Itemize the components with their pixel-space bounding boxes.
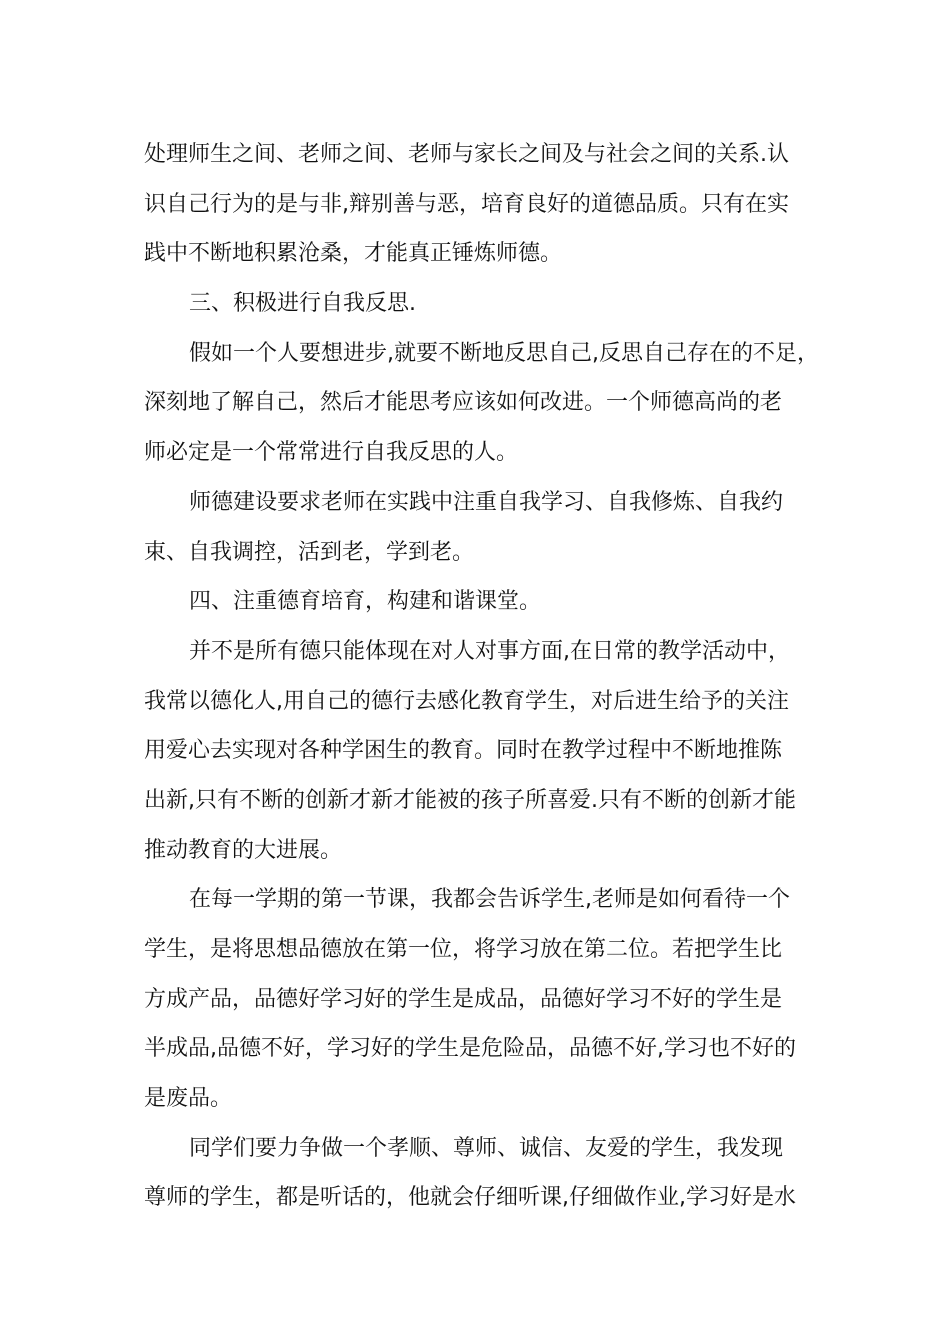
text-line: 束、自我调控，活到老，学到老。 [144, 539, 475, 565]
text-line: 是废品。 [144, 1086, 233, 1112]
text-line: 方成产品，品德好学习好的学生是成品，品德好学习不好的学生是 [144, 986, 783, 1012]
text-line: 出新,只有不断的创新才新才能被的孩子所喜爱.只有不断的创新才能 [144, 787, 796, 813]
text-line: 用爱心去实现对各种学困生的教育。同时在教学过程中不断地推陈 [144, 738, 783, 764]
text-line: 识自己行为的是与非,辩别善与恶，培育良好的道德品质。只有在实 [144, 191, 789, 217]
text-line: 尊师的学生，都是听话的，他就会仔细听课,仔细做作业,学习好是水 [144, 1185, 796, 1211]
section-heading: 四、注重德育培育，构建和谐课堂。 [189, 589, 542, 615]
text-line: 师德建设要求老师在实践中注重自我学习、自我修炼、自我约 [189, 489, 784, 515]
body-text [144, 130, 824, 1223]
text-line: 处理师生之间、老师之间、老师与家长之间及与社会之间的关系.认 [144, 142, 789, 167]
text-line: 师必定是一个常常进行自我反思的人。 [144, 440, 519, 466]
text-line: 假如一个人要想进步,就要不断地反思自己,反思自己存在的不足， [189, 340, 819, 366]
text-line: 推动教育的大进展。 [144, 837, 343, 863]
text-line: 同学们要力争做一个孝顺、尊师、诚信、友爱的学生，我发现 [189, 1135, 784, 1161]
text-line: 学生，是将思想品德放在第一位，将学习放在第二位。若把学生比 [144, 937, 783, 962]
text-line: 深刻地了解自己，然后才能思考应该如何改进。一个师德高尚的老 [144, 390, 783, 416]
text-line: 并不是所有德只能体现在对人对事方面,在日常的教学活动中， [189, 638, 790, 664]
section-heading: 三、积极进行自我反思. [189, 291, 416, 317]
text-line: 半成品,品德不好，学习好的学生是危险品，品德不好,学习也不好的 [144, 1036, 796, 1062]
text-line: 在每一学期的第一节课，我都会告诉学生,老师是如何看待一个 [189, 887, 790, 913]
text-line: 践中不断地积累沧桑，才能真正锤炼师德。 [144, 241, 563, 267]
text-line: 我常以德化人,用自己的德行去感化教育学生，对后进生给予的关注 [144, 688, 789, 714]
